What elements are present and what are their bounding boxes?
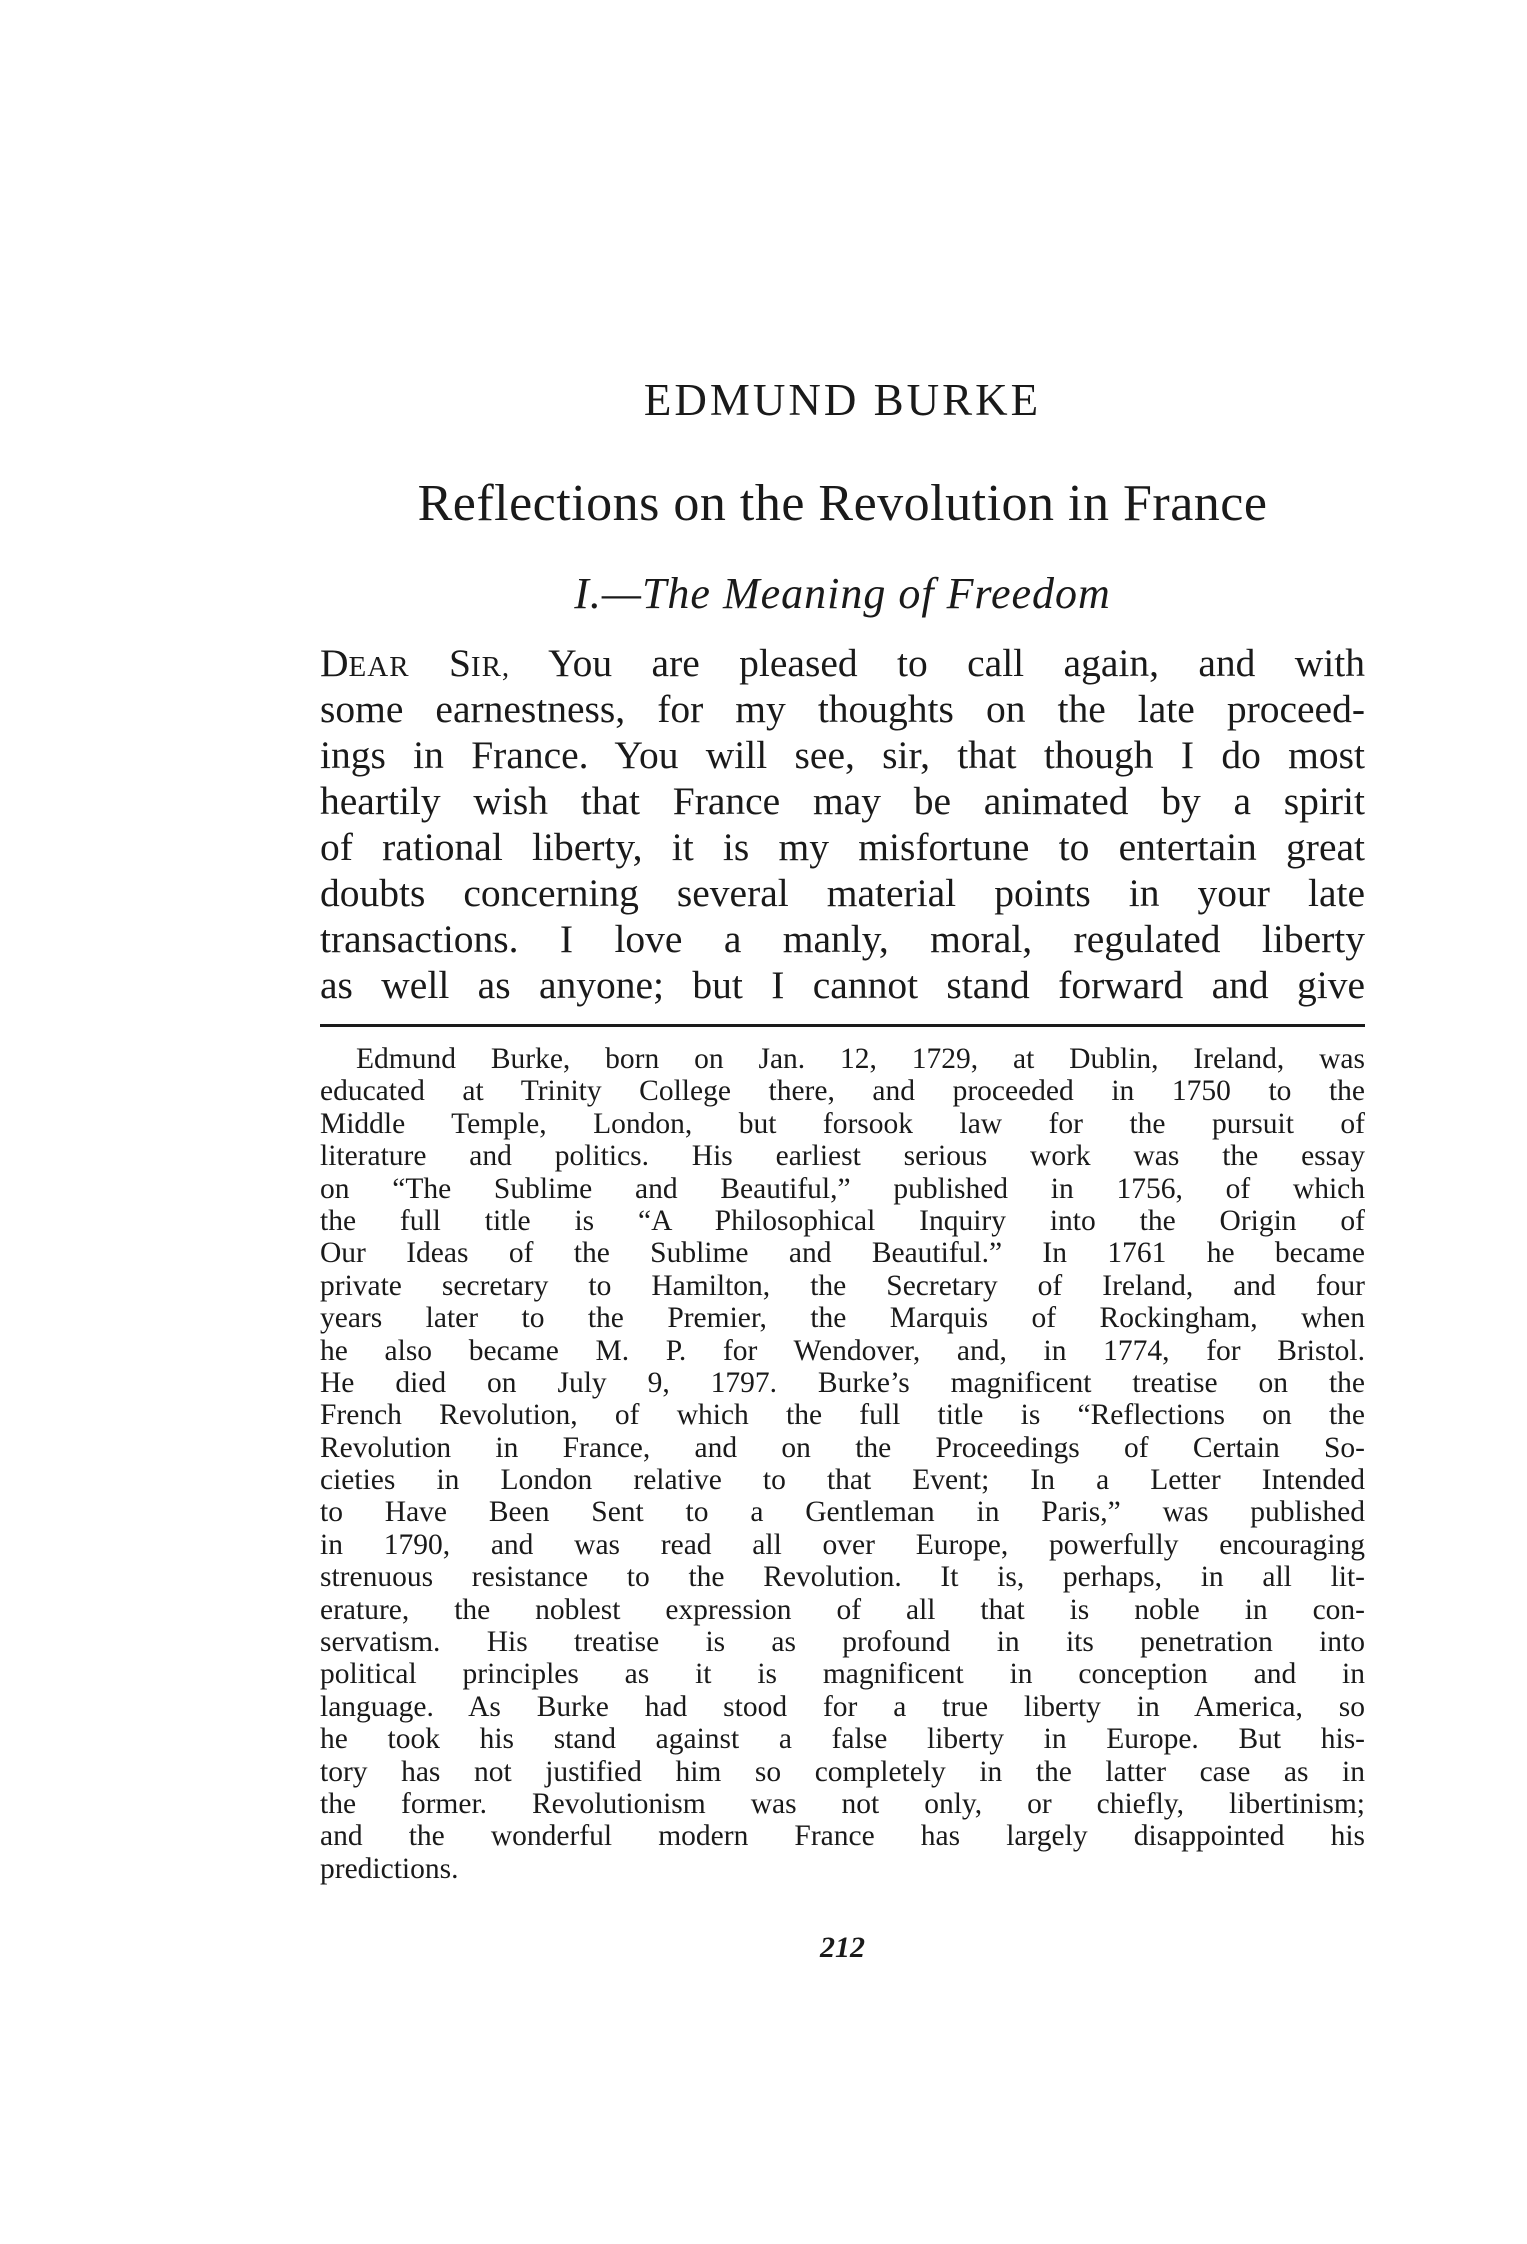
note-line: the former. Revolutionism was not only, or chiefly, libertinism; <box>320 1787 1365 1820</box>
note-line: French Revolution, of which the full title is “Reflections on the <box>320 1399 1365 1432</box>
note-line: strenuous resistance to the Revolution. It is, perhaps, in all lit- <box>320 1561 1365 1594</box>
author-heading: EDMUND BURKE <box>643 375 1042 425</box>
biographical-note <box>320 1043 1365 1885</box>
body-line: some earnestness, for my thoughts on the late proceed- <box>320 687 1365 731</box>
note-line: educated at Trinity College there, and proceeded in 1750 to the <box>320 1075 1365 1108</box>
body-paragraph <box>320 640 1365 1008</box>
note-line: he also became M. P. for Wendover, and, in 1774, for Bristol. <box>320 1334 1365 1367</box>
salutation-initial: D <box>320 641 349 685</box>
note-line: Edmund Burke, born on Jan. 12, 1729, at Dublin, Ireland, was <box>356 1043 1365 1075</box>
note-line: to Have Been Sent to a Gentleman in Paris,” was published <box>320 1496 1365 1529</box>
note-line: language. As Burke had stood for a true liberty in America, so <box>320 1690 1365 1723</box>
note-line: predictions. <box>320 1852 459 1885</box>
body-line <box>320 640 1365 686</box>
note-line: private secretary to Hamilton, the Secretary of Ireland, and four <box>320 1269 1365 1302</box>
body-line: doubts concerning several material points in your late <box>320 871 1365 915</box>
body-line: heartily wish that France may be animated by a spirit <box>320 779 1365 823</box>
section-heading: I.—The Meaning of Freedom <box>574 569 1111 618</box>
body-line: ings in France. You will see, sir, that though I do most <box>320 733 1365 777</box>
note-line: erature, the noblest expression of all that is noble in con- <box>320 1593 1365 1626</box>
note-line: years later to the Premier, the Marquis of Rockingham, when <box>320 1302 1365 1335</box>
body-line: of rational liberty, it is my misfortune to entertain great <box>320 825 1365 869</box>
note-line: cieties in London relative to that Event; In a Letter Intended <box>320 1464 1365 1497</box>
note-line: Revolution in France, and on the Proceedings of Certain So- <box>320 1431 1365 1464</box>
body-line: as well as anyone; but I cannot stand forward and give <box>320 963 1365 1007</box>
note-line: literature and politics. His earliest serious work was the essay <box>320 1140 1365 1173</box>
note-line: and the wonderful modern France has largely disappointed his <box>320 1820 1365 1853</box>
page-number: 212 <box>820 1931 865 1964</box>
note-line: Our Ideas of the Sublime and Beautiful.” In 1761 he became <box>320 1237 1365 1270</box>
footnote-divider <box>320 1024 1365 1027</box>
salutation-initial: S <box>448 641 471 685</box>
note-line: on “The Sublime and Beautiful,” published in 1756, of which <box>320 1172 1365 1205</box>
note-line: servatism. His treatise is as profound in its penetration into <box>320 1626 1365 1659</box>
note-line: political principles as it is magnificent in conception and in <box>320 1658 1365 1691</box>
note-line: Middle Temple, London, but forsook law for the pursuit of <box>320 1107 1365 1140</box>
salutation-smallcaps: EAR <box>348 651 410 683</box>
note-line: in 1790, and was read all over Europe, powerfully encouraging <box>320 1528 1365 1561</box>
body-line-text: You are pleased to call again, and with <box>548 641 1366 685</box>
body-line: transactions. I love a manly, moral, regulated liberty <box>320 917 1365 961</box>
note-line: the full title is “A Philosophical Inquiry into the Origin of <box>320 1204 1365 1237</box>
salutation-smallcaps: IR, <box>470 651 511 683</box>
note-line: he took his stand against a false liberty in Europe. But his- <box>320 1723 1365 1756</box>
chapter-title: Reflections on the Revolution in France <box>417 475 1268 532</box>
note-line: He died on July 9, 1797. Burke’s magnificent treatise on the <box>320 1366 1365 1399</box>
note-line: tory has not justified him so completely in the latter case as in <box>320 1755 1365 1788</box>
